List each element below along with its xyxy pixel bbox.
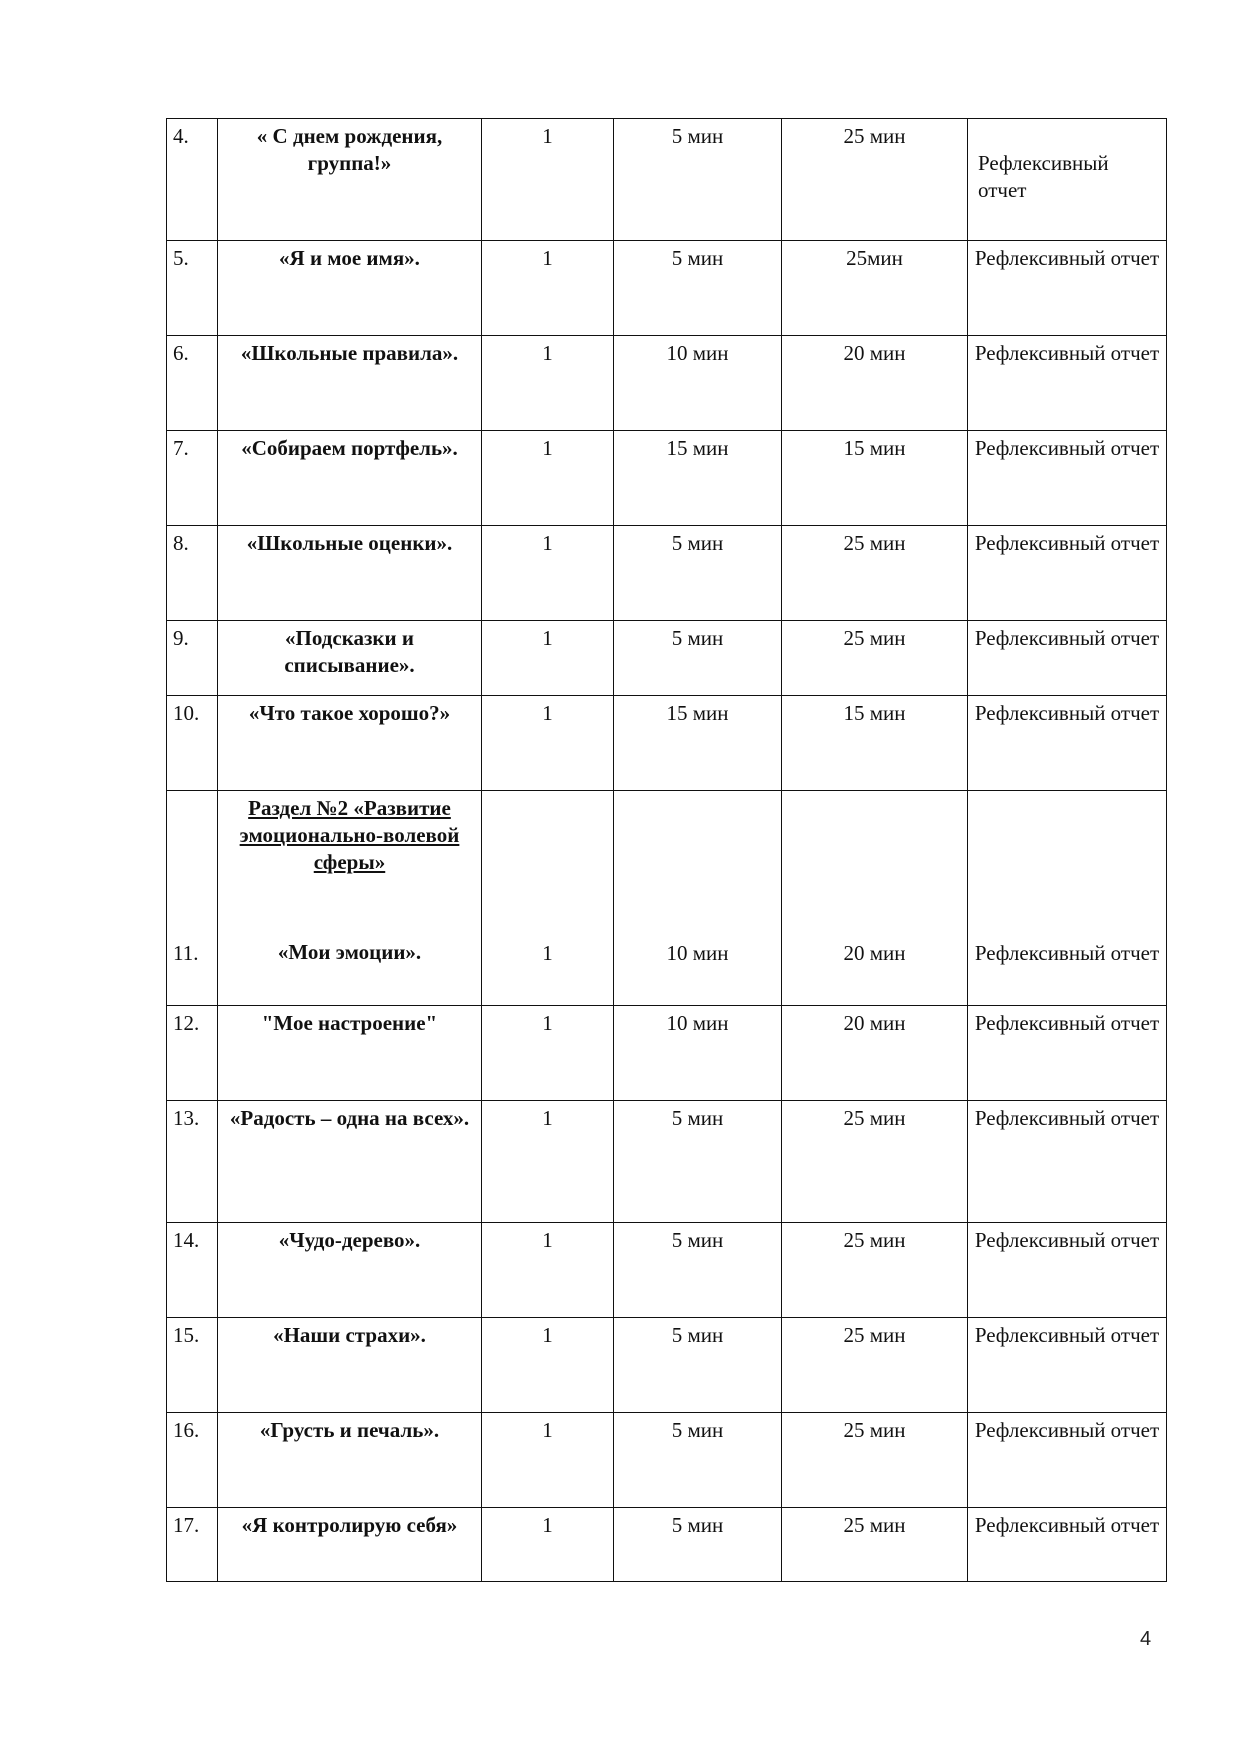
table-row xyxy=(167,1413,1167,1508)
lesson-count: 1 xyxy=(482,1318,614,1413)
row-number: 10. xyxy=(167,696,218,791)
warmup-duration: 5 мин xyxy=(614,1413,782,1508)
row-number: 12. xyxy=(167,1006,218,1101)
lesson-title: «Грусть и печаль». xyxy=(218,1413,482,1508)
lesson-count: 1 xyxy=(482,1006,614,1101)
reflection-note-text: Рефлексивный отчет xyxy=(974,941,1160,965)
lesson-title: «Что такое хорошо?» xyxy=(218,696,482,791)
lesson-title-text: «Мои эмоции». xyxy=(277,940,422,964)
table-row xyxy=(167,1006,1167,1101)
reflection-note-text: Рефлексивный отчет xyxy=(978,151,1109,202)
row-number: 4. xyxy=(167,119,218,241)
lesson-count: 1 xyxy=(482,1101,614,1223)
reflection-note: Рефлексивный отчет xyxy=(968,431,1167,526)
row-number: 6. xyxy=(167,336,218,431)
lesson-count: 1 xyxy=(482,431,614,526)
section-heading: Раздел №2 «Развитие эмоционально-волевой сферы» xyxy=(239,796,460,874)
table-row xyxy=(167,1223,1167,1318)
row-number xyxy=(167,791,218,1006)
reflection-note: Рефлексивный отчет xyxy=(968,241,1167,336)
row-number: 17. xyxy=(167,1508,218,1582)
main-duration: 15 мин xyxy=(782,696,968,791)
warmup-duration-text: 10 мин xyxy=(666,941,729,965)
warmup-duration: 10 мин xyxy=(614,336,782,431)
page-number: 4 xyxy=(1140,1628,1152,1650)
lesson-count: 1 xyxy=(482,336,614,431)
lesson-title: "Мое настроение" xyxy=(218,1006,482,1101)
reflection-note: Рефлексивный отчет xyxy=(968,1101,1167,1223)
row-number: 13. xyxy=(167,1101,218,1223)
lesson-title xyxy=(218,791,482,1006)
lesson-count: 1 xyxy=(482,241,614,336)
lesson-title: «Радость – одна на всех». xyxy=(218,1101,482,1223)
warmup-duration xyxy=(614,791,782,1006)
reflection-note xyxy=(968,791,1167,1006)
row-number: 7. xyxy=(167,431,218,526)
main-duration: 25 мин xyxy=(782,621,968,696)
lesson-count: 1 xyxy=(482,696,614,791)
warmup-duration: 5 мин xyxy=(614,1223,782,1318)
row-number: 9. xyxy=(167,621,218,696)
warmup-duration: 10 мин xyxy=(614,1006,782,1101)
lesson-count: 1 xyxy=(482,1413,614,1508)
main-duration-text: 20 мин xyxy=(843,941,906,965)
reflection-note: Рефлексивный отчет xyxy=(968,526,1167,621)
reflection-note: Рефлексивный отчет xyxy=(968,1223,1167,1318)
table-row xyxy=(167,526,1167,621)
table-row xyxy=(167,1508,1167,1582)
row-number: 16. xyxy=(167,1413,218,1508)
lesson-plan-table xyxy=(166,118,1167,1582)
lesson-count: 1 xyxy=(482,1508,614,1582)
lesson-count: 1 xyxy=(482,526,614,621)
table-row xyxy=(167,241,1167,336)
warmup-duration: 5 мин xyxy=(614,119,782,241)
lesson-title: «Я контролирую себя» xyxy=(218,1508,482,1582)
warmup-duration: 5 мин xyxy=(614,1508,782,1582)
lesson-count: 1 xyxy=(482,1223,614,1318)
warmup-duration: 5 мин xyxy=(614,241,782,336)
warmup-duration: 5 мин xyxy=(614,1101,782,1223)
reflection-note: Рефлексивный отчет xyxy=(968,1006,1167,1101)
table-row xyxy=(167,119,1167,241)
reflection-note: Рефлексивный отчет xyxy=(968,1508,1167,1582)
reflection-note: Рефлексивный отчет xyxy=(968,621,1167,696)
warmup-duration: 5 мин xyxy=(614,1318,782,1413)
table-row xyxy=(167,791,1167,1006)
reflection-note: Рефлексивный отчет xyxy=(968,696,1167,791)
reflection-note xyxy=(968,119,1167,241)
main-duration: 20 мин xyxy=(782,336,968,431)
table-row xyxy=(167,696,1167,791)
main-duration: 25 мин xyxy=(782,1223,968,1318)
warmup-duration: 15 мин xyxy=(614,431,782,526)
row-number: 14. xyxy=(167,1223,218,1318)
lesson-count-text: 1 xyxy=(542,941,553,965)
main-duration: 25 мин xyxy=(782,119,968,241)
lesson-title: «Наши страхи». xyxy=(218,1318,482,1413)
table-row xyxy=(167,431,1167,526)
lesson-count: 1 xyxy=(482,119,614,241)
reflection-note: Рефлексивный отчет xyxy=(968,336,1167,431)
main-duration: 20 мин xyxy=(782,1006,968,1101)
lesson-title: «Школьные правила». xyxy=(218,336,482,431)
lesson-count xyxy=(482,791,614,1006)
main-duration: 25 мин xyxy=(782,526,968,621)
table-row xyxy=(167,336,1167,431)
reflection-note: Рефлексивный отчет xyxy=(968,1318,1167,1413)
warmup-duration: 5 мин xyxy=(614,526,782,621)
main-duration: 25мин xyxy=(782,241,968,336)
table-row xyxy=(167,1318,1167,1413)
main-duration: 15 мин xyxy=(782,431,968,526)
main-duration xyxy=(782,791,968,1006)
warmup-duration: 5 мин xyxy=(614,621,782,696)
main-duration: 25 мин xyxy=(782,1101,968,1223)
row-number: 5. xyxy=(167,241,218,336)
lesson-title: «Школьные оценки». xyxy=(218,526,482,621)
main-duration: 25 мин xyxy=(782,1508,968,1582)
lesson-title: «Подсказки и списывание». xyxy=(218,621,482,696)
warmup-duration: 15 мин xyxy=(614,696,782,791)
table-row xyxy=(167,621,1167,696)
main-duration: 25 мин xyxy=(782,1318,968,1413)
row-number-text: 11. xyxy=(173,941,199,965)
lesson-title: «Собираем портфель». xyxy=(218,431,482,526)
row-number: 15. xyxy=(167,1318,218,1413)
lesson-title: «Я и мое имя». xyxy=(218,241,482,336)
lesson-title: «Чудо-дерево». xyxy=(218,1223,482,1318)
reflection-note: Рефлексивный отчет xyxy=(968,1413,1167,1508)
main-duration: 25 мин xyxy=(782,1413,968,1508)
row-number: 8. xyxy=(167,526,218,621)
lesson-title: « С днем рождения, группа!» xyxy=(218,119,482,241)
table-row xyxy=(167,1101,1167,1223)
lesson-count: 1 xyxy=(482,621,614,696)
